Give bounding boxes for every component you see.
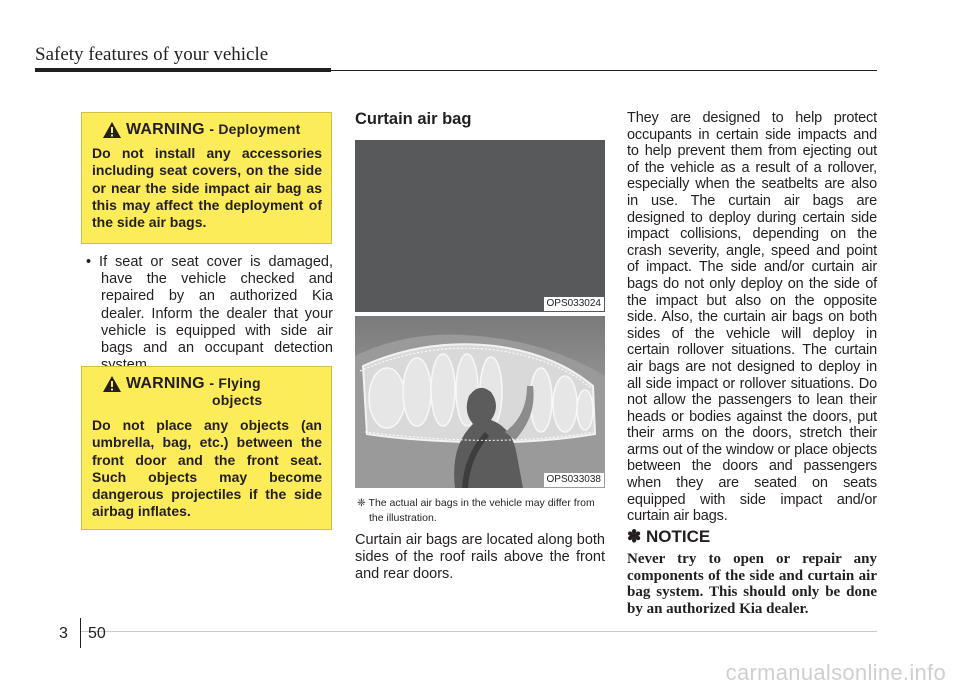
curtain-paragraph: Curtain air bags are located along both sides of the roof rails above the front and rear doors.: [355, 532, 605, 582]
page-number: 50: [88, 625, 106, 642]
header-rule-thin: [331, 70, 877, 71]
warning-box-deployment: [81, 112, 332, 244]
figure-note: ❈ The actual air bags in the vehicle may differ from the illustration.: [357, 497, 595, 524]
footer-rule: [80, 631, 877, 632]
bullet-paragraph: • If seat or seat cover is damaged, have the vehicle checked and repaired by an authorized Kia dealer. Inform the dealer that your vehicle is equipped with side air bags and an occupant detection: [86, 254, 333, 357]
figure-1: [355, 140, 605, 312]
warning-text: Do not install any accessories including seat covers, on the side or near the side impact air bag as this may affect the deployment of the side air bags.: [92, 145, 322, 231]
warning-header: [92, 121, 322, 141]
curtain-airbag-illustration: [355, 316, 605, 488]
warning-label: WARNING - Flying objects: [126, 375, 263, 408]
header-rule: [35, 68, 331, 72]
notice-title: ✽ NOTICE: [627, 527, 711, 546]
warning-header: [92, 375, 322, 413]
watermark-link[interactable]: carmanualsonline.info: [725, 660, 946, 685]
figure-2-curtain-airbag-illustration: [355, 316, 605, 488]
figure-code: OPS033024: [544, 297, 605, 311]
warning-label: WARNING - Deployment: [126, 121, 301, 138]
warning-triangle-icon: [102, 121, 122, 139]
warning-box-flying-objects: [81, 366, 332, 530]
warning-text: Do not place any objects (an umbrella, bag, etc.) between the front door and the front seat. Such objects may become dangerous projectiles if the side airbag inflates.: [92, 417, 322, 520]
notice-text: Never try to open or repair any components of the side and curtain air bag system. This should only be done by an authorized Kia dealer.: [627, 551, 877, 618]
section-title: Curtain air bag: [355, 110, 472, 128]
figure-code: OPS033038: [544, 473, 605, 487]
page-number-divider: [80, 618, 81, 648]
right-column-paragraph: They are designed to help protect occupants in certain side impacts and to help prevent them from ejecting out of the vehicle as a result of a rollover, especially when the seatbelts are also in use. The curtain air bags are designed to deploy during certain side impact collisions, depending on the crash severity, angle, speed and point of impact. The side and/or curtain air bags do not only deploy on the side of the impact but also on the opposite side. Also, the curtain air bags on both sides of the vehicle will deploy in certain rollover situations. The curtain air bags are not designed to deploy in all side impact or rollover situations. Do not allow the passengers to lean their heads or bodies against the doors, put their arms on the doors, stretch their arms out of the window or place objects between the doors and passengers when they are seated on seats equipped with side impact and/or curtain air bags.: [627, 110, 877, 525]
chapter-number: 3: [59, 625, 68, 642]
page-header-title: Safety features of your vehicle: [35, 44, 269, 65]
warning-triangle-icon: [102, 375, 122, 393]
